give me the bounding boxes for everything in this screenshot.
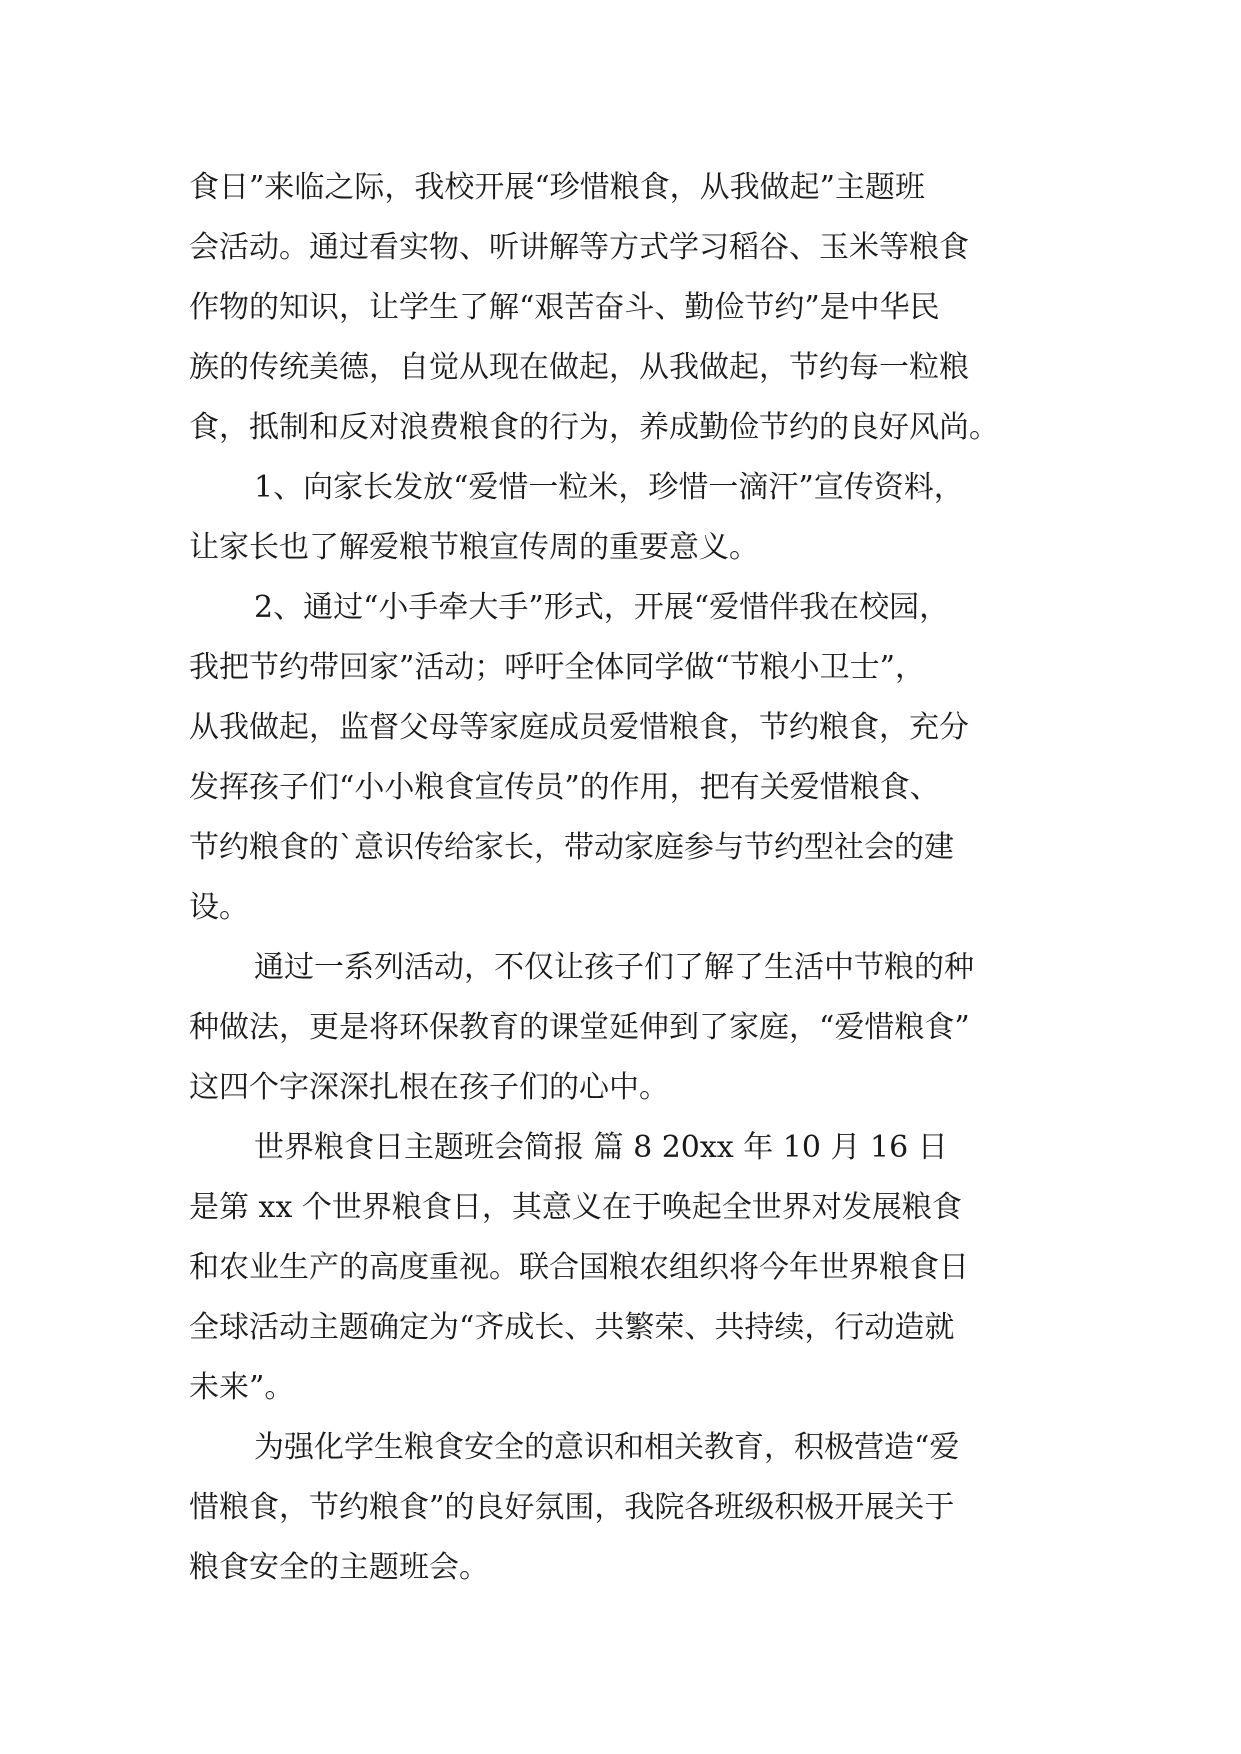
text-line: 和农业生产的高度重视。联合国粮农组织将今年世界粮食日 [189, 1250, 969, 1285]
text-line: 未来”。 [189, 1370, 295, 1405]
text-line: 为强化学生粮食安全的意识和相关教育，积极营造“爱 [254, 1430, 960, 1465]
text-line: 是第 xx 个世界粮食日，其意义在于唤起全世界对发展粮食 [189, 1190, 962, 1225]
text-line: 食，抵制和反对浪费粮食的行为，养成勤俭节约的良好风尚。 [189, 410, 999, 445]
text-line: 这四个字深深扎根在孩子们的心中。 [189, 1070, 669, 1105]
text-line: 节约粮食的`意识传给家长，带动家庭参与节约型社会的建 [189, 830, 954, 865]
text-line: 种做法，更是将环保教育的课堂延伸到了家庭，“爱惜粮食” [189, 1010, 970, 1045]
text-line: 1、向家长发放“爱惜一粒米，珍惜一滴汗”宣传资料， [254, 470, 964, 505]
text-line: 我把节约带回家”活动；呼吁全体同学做“节粮小卫士”， [189, 650, 926, 685]
text-line: 通过一系列活动，不仅让孩子们了解了生活中节粮的种 [254, 950, 974, 985]
text-line: 族的传统美德，自觉从现在做起，从我做起，节约每一粒粮 [189, 350, 969, 385]
text-line: 发挥孩子们“小小粮食宣传员”的作用，把有关爱惜粮食、 [189, 770, 940, 805]
text-line: 2、通过“小手牵大手”形式，开展“爱惜伴我在校园， [254, 590, 950, 625]
text-line: 全球活动主题确定为“齐成长、共繁荣、共持续，行动造就 [189, 1310, 955, 1345]
text-line: 从我做起，监督父母等家庭成员爱惜粮食，节约粮食，充分 [189, 710, 969, 745]
text-line: 会活动。通过看实物、听讲解等方式学习稻谷、玉米等粮食 [189, 230, 969, 265]
text-line: 让家长也了解爱粮节粮宣传周的重要意义。 [189, 530, 759, 565]
text-line: 粮食安全的主题班会。 [189, 1550, 489, 1585]
text-line: 作物的知识，让学生了解“艰苦奋斗、勤俭节约”是中华民 [189, 290, 940, 325]
text-line: 世界粮食日主题班会简报 篇 8 20xx 年 10 月 16 日 [254, 1130, 948, 1165]
text-line: 食日”来临之际，我校开展“珍惜粮食，从我做起”主题班 [189, 170, 926, 205]
text-line: 设。 [189, 890, 249, 925]
text-line: 惜粮食，节约粮食”的良好氛围，我院各班级积极开展关于 [189, 1490, 955, 1525]
